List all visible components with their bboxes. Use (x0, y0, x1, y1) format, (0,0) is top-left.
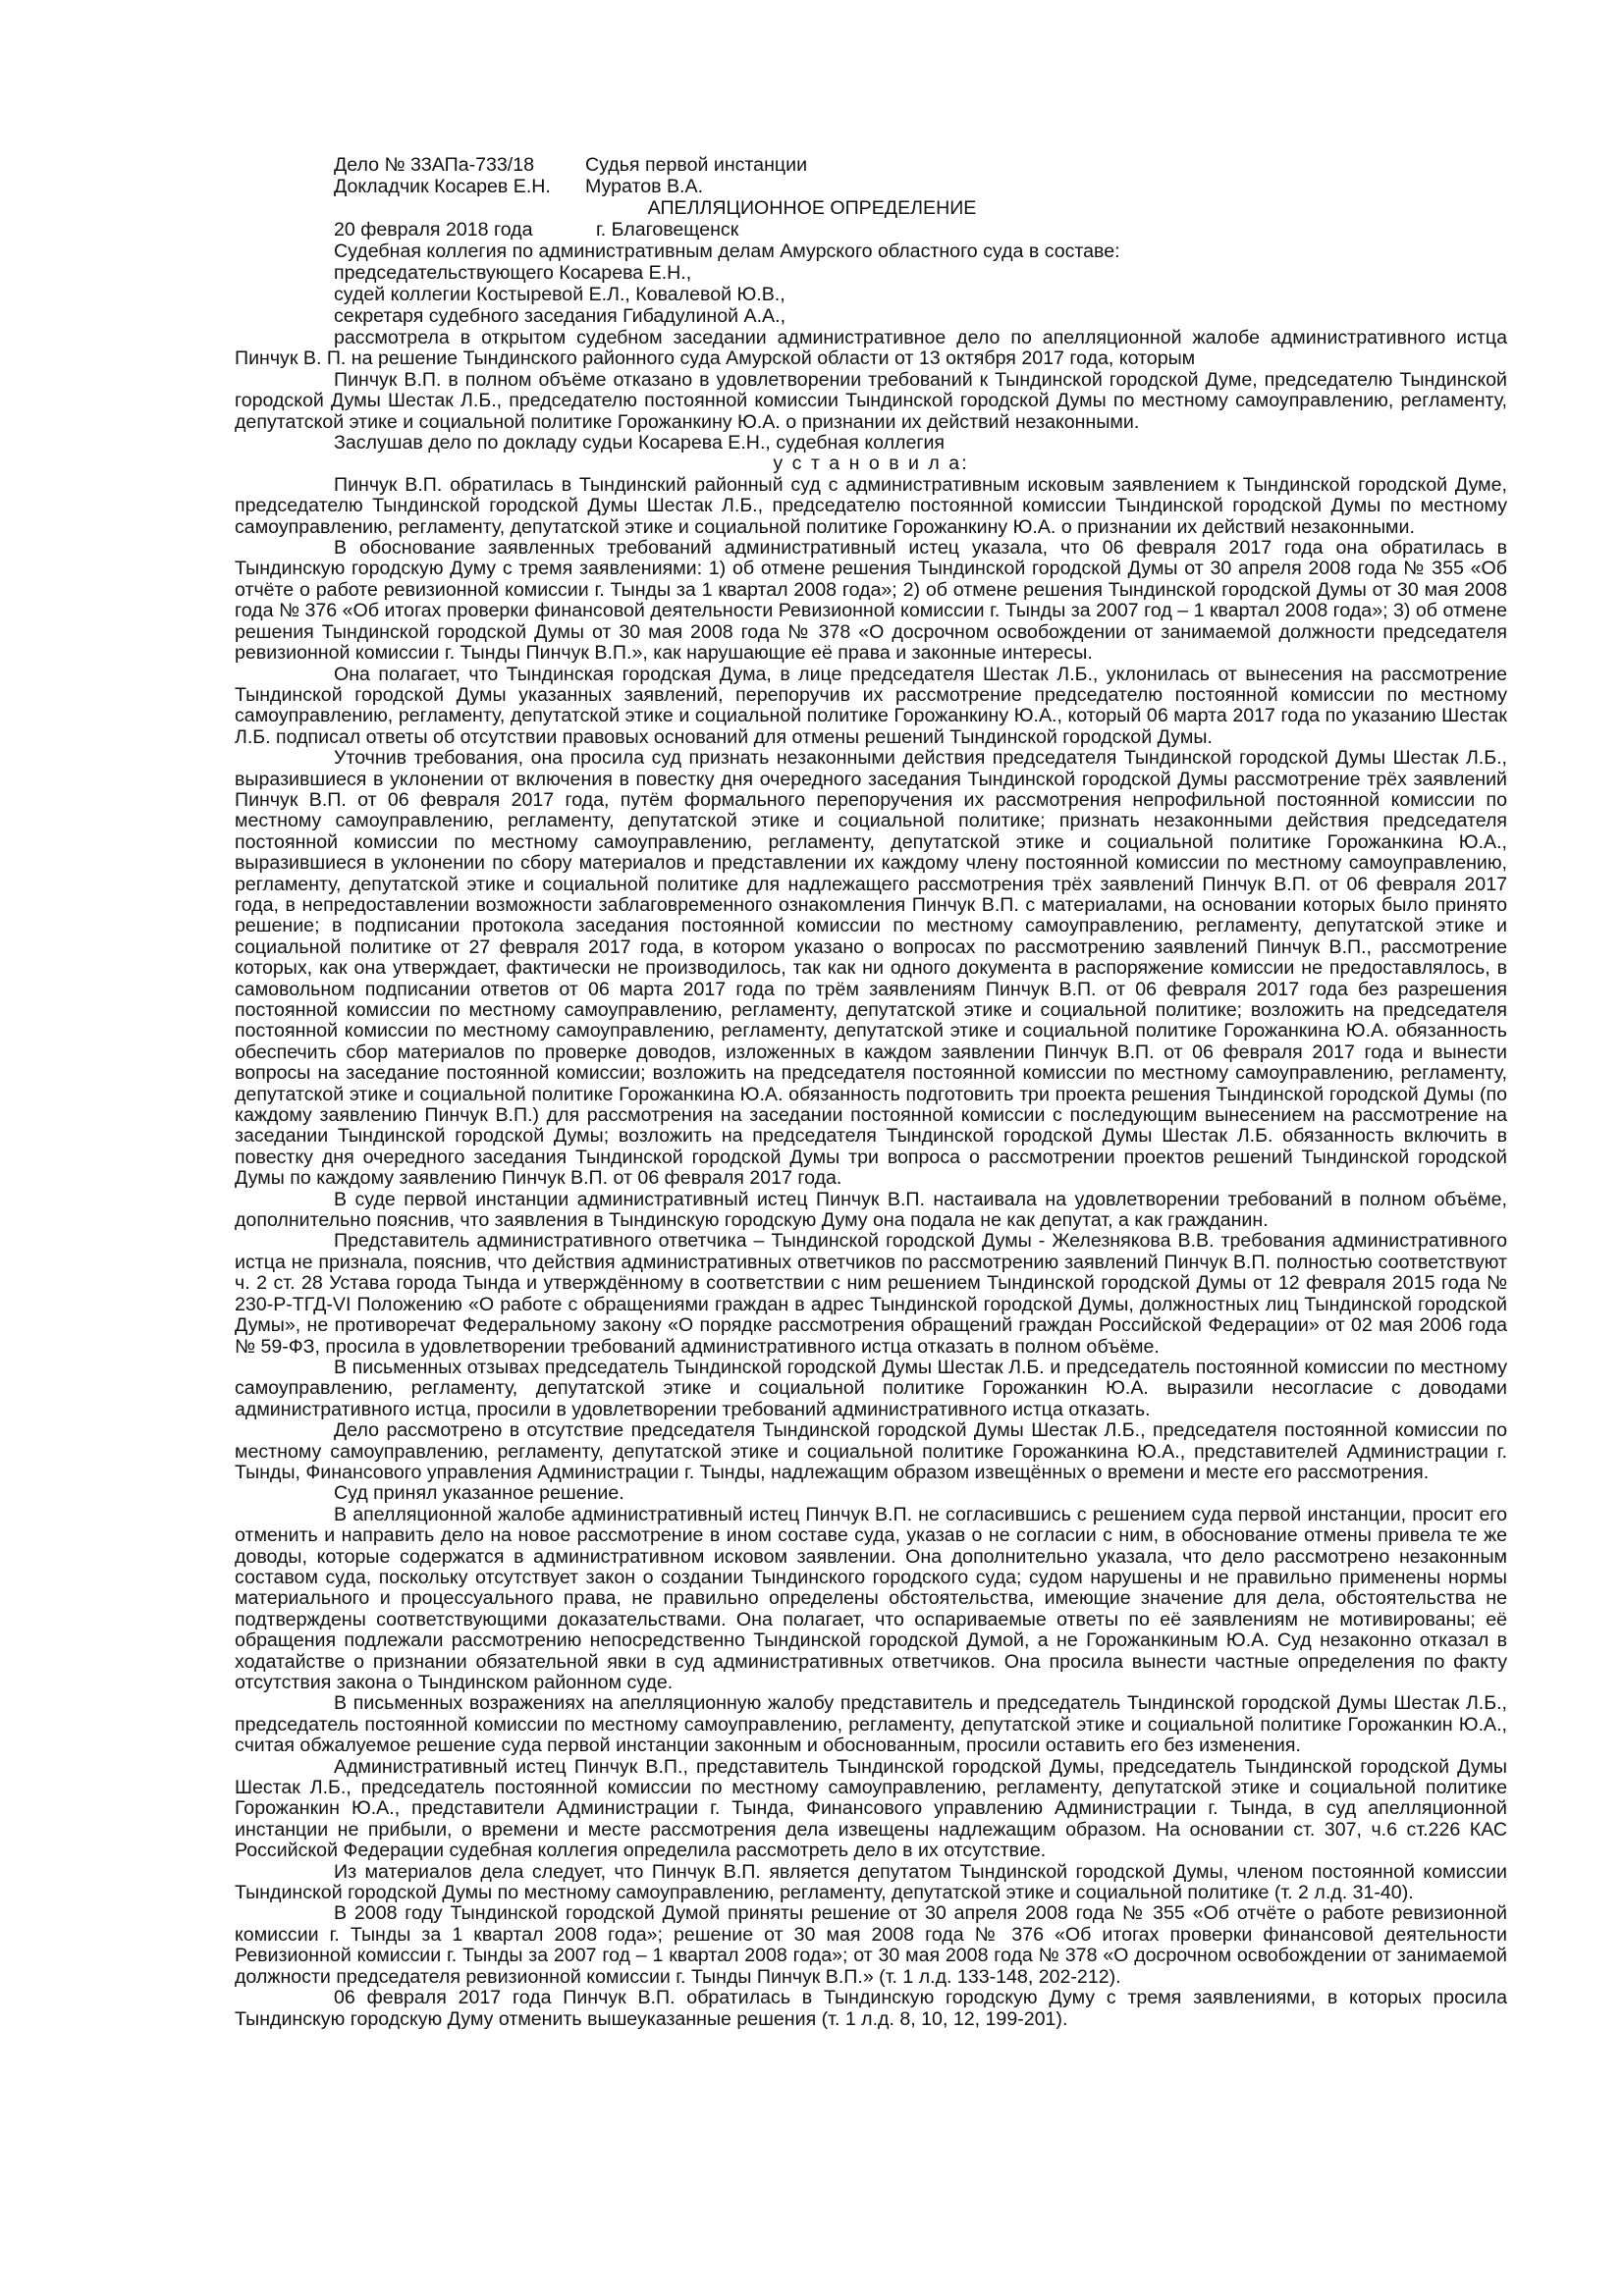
paragraph: Административный истец Пинчук В.П., представитель Тындинской городской Думы, председатель Тындинской городской Думы Шестак Л.Б., председатель постоянной комиссии по местному самоуправлению, регламенту, депутатской этике и социальной политике Горожанкин Ю.А., представители Администрации г. Тында, Финансового управлению Администрации г. Тында, в суд апелляционной инстанции не прибыли, о времени и месте рассмотрения дела извещены надлежащим образом. На основании ст. 307, ч.6 ст.226 КАС Российской Федерации судебная коллегия определила рассмотреть дело в их отсутствие. (235, 1755, 1507, 1862)
document-date: 20 февраля 2018 года (334, 219, 533, 240)
paragraph: В обоснование заявленных требований административный истец указала, что 06 февраля 2017 года она обратилась в Тындинскую городскую Думу с тремя заявлениями: 1) об отмене решения Тындинской городской Думы от 30 апреля 2008 года № 355 «Об отчёте о работе ревизионной комиссии г. Тынды за 1 квартал 2008 года»; 2) об отмене решения Тындинской городской Думы от 30 мая 2008 года № 376 «Об итогах проверки финансовой деятельности Ревизионной комиссии г. Тынды за 2007 год – 1 квартал 2008 года»; 3) об отмене решения Тындинской городской Думы от 30 мая 2008 года № 378 «О досрочном освобождении от занимаемой должности председателя ревизионной комиссии г. Тынды Пинчук В.П.», как нарушающие её права и законные интересы. (235, 537, 1507, 665)
reporter-judge: Докладчик Косарев Е.Н. (334, 176, 551, 197)
paragraph: Она полагает, что Тындинская городская Дума, в лице председателя Шестак Л.Б., уклонилась от вынесения на рассмотрение Тындинской городской Думы указанных заявлений, перепоручив их рассмотрение председателю постоянной комиссии по местному самоуправлению, регламенту, депутатской этике и социальной политике Горожанкину Ю.А., который 06 марта 2017 года по указанию Шестак Л.Б. подписал ответы об отсутствии правовых оснований для отмены решений Тындинской городской Думы. (235, 663, 1507, 748)
composition-intro: Судебная коллегия по административным делам Амурского областного суда в составе: (334, 240, 1120, 262)
first-instance-judge-name: Муратов В.А. (585, 176, 704, 197)
composition-secretary: секретаря судебного заседания Гибадулиной А.А., (334, 305, 786, 327)
paragraph: рассмотрела в открытом судебном заседании административное дело по апелляционной жалобе административного истца Пинчук В. П. на решение Тындинского районного суда Амурской области от 13 октября 2017 года, которым (235, 327, 1507, 370)
paragraph: Пинчук В.П. в полном объёме отказано в удовлетворении требований к Тындинской городской Думе, председателю Тындинской городской Думы Шестак Л.Б., председателю постоянной комиссии Тындинской городской Думы по местному самоуправлению, регламенту, депутатской этике и социальной политике Горожанкину Ю.А. о признании их действий незаконными. (235, 368, 1507, 433)
paragraph: В письменных отзывах председатель Тындинской городской Думы Шестак Л.Б. и председатель постоянной комиссии по местному самоуправлению, регламенту, депутатской этике и социальной политике Горожанкин Ю.А. выразили несогласие с доводами административного истца, просили в удовлетворении требований административного истца отказать. (235, 1356, 1507, 1420)
composition-judges: судей коллегии Костыревой Е.Л., Ковалевой Ю.В., (334, 284, 785, 305)
paragraph: Представитель административного ответчика – Тындинской городской Думы - Железнякова В.В. требования административного истца не признала, пояснив, что действия административных ответчиков по рассмотрению заявлений Пинчук В.П. полностью соответствуют ч. 2 ст. 28 Устава города Тында и утверждённому в соответствии с ним решением Тындинской городской Думы от 12 февраля 2015 года № 230-Р-ТГД-VI Положению «О работе с обращениями граждан в адрес Тындинской городской Думы, должностных лиц Тындинской городской Думы», не противоречат Федеральному закону «О порядке рассмотрения обращений граждан Российской Федерации» от 02 мая 2006 года № 59-ФЗ, просила в удовлетворении требований административного истца отказать в полном объёме. (235, 1230, 1507, 1358)
paragraph: Из материалов дела следует, что Пинчук В.П. является депутатом Тындинской городской Думы, членом постоянной комиссии Тындинской городской Думы по местному самоуправлению, регламенту, депутатской этике и социальной политике (т. 2 л.д. 31-40). (235, 1860, 1507, 1904)
paragraph: Пинчук В.П. обратилась в Тындинский районный суд с административным исковым заявлением к Тындинской городской Думе, председателю Тындинской городской Думы Шестак Л.Б., председателю постоянной комиссии Тындинской городской Думы по местному самоуправлению, регламенту, депутатской этике и социальной политике Горожанкину Ю.А. о признании их действий незаконными. (235, 473, 1507, 538)
paragraph: В 2008 году Тындинской городской Думой приняты решение от 30 апреля 2008 года № 355 «Об отчёте о работе ревизионной комиссии г. Тынды за 1 квартал 2008 года»; решение от 30 мая 2008 года № 376 «Об итогах проверки финансовой деятельности Ревизионной комиссии г. Тынды за 2007 год – 1 квартал 2008 года»; от 30 мая 2008 года № 378 «О досрочном освобождении от занимаемой должности председателя ревизионной комиссии г. Тынды Пинчук В.П.» (т. 1 л.д. 133-148, 202-212). (235, 1902, 1507, 1988)
paragraph: Заслушав дело по докладу судьи Косарева Е.Н., судебная коллегия (334, 432, 946, 454)
paragraph: В апелляционной жалобе административный истец Пинчук В.П. не согласившись с решением суда первой инстанции, просит его отменить и направить дело на новое рассмотрение в ином составе суда, указав о не согласии с ним, в обоснование отмены привела те же доводы, которые содержатся в административном исковом заявлении. Она дополнительно указала, что дело рассмотрено незаконным составом суда, поскольку отсутствует закон о создании Тындинского городского суда; судом нарушены и не правильно применены нормы материального и процессуального права, не правильно определены обстоятельства, имеющие значение для дела, обстоятельства не подтверждены соответствующими доказательствами. Она полагает, что оспариваемые ответы по её заявлениям не мотивированы; её обращения подлежали рассмотрению непосредственно Тындинской городской Думой, а не Горожанкиным Ю.А. Суд незаконно отказал в ходатайстве о признании обязательной явки в суд административных ответчиков. Она просила вынести частные определения по факту отсутствия закона о Тындинском районном суде. (235, 1503, 1507, 1693)
paragraph: 06 февраля 2017 года Пинчук В.П. обратилась в Тындинскую городскую Думу с тремя заявлениями, в которых просила Тындинскую городскую Думу отменить вышеуказанные решения (т. 1 л.д. 8, 10, 12, 199-201). (235, 1987, 1507, 2030)
paragraph: Суд принял указанное решение. (334, 1482, 624, 1505)
paragraph: В суде первой инстанции административный истец Пинчук В.П. настаивала на удовлетворении требований в полном объёме, дополнительно пояснив, что заявления в Тындинскую городскую Думу она подала не как депутат, а как гражданин. (235, 1188, 1507, 1232)
document-title: АПЕЛЛЯЦИОННОЕ ОПРЕДЕЛЕНИЕ (647, 197, 977, 219)
document-body (235, 328, 1507, 2030)
document-city: г. Благовещенск (596, 219, 739, 240)
composition-chair: председательствующего Косарева Е.Н., (334, 262, 692, 284)
paragraph: Дело рассмотрено в отсутствие председателя Тындинской городской Думы Шестак Л.Б., председателя постоянной комиссии по местному самоуправлению, регламенту, депутатской этике и социальной политике Горожанкина Ю.А., представителей Администрации г. Тынды, Финансового управления Администрации г. Тынды, надлежащим образом извещённых о времени и месте его рассмотрения. (235, 1419, 1507, 1483)
paragraph: Уточнив требования, она просила суд признать незаконными действия председателя Тындинской городской Думы Шестак Л.Б., выразившиеся в уклонении от включения в повестку дня очередного заседания Тындинской городской Думы рассмотрение трёх заявлений Пинчук В.П. от 06 февраля 2017 года, путём формального перепоручения их рассмотрения непрофильной постоянной комиссии по местному самоуправлению, регламенту, депутатской этике и социальной политике; признать незаконными действия председателя постоянной комиссии по местному самоуправлению, регламенту, депутатской этике и социальной политике Горожанкина Ю.А., выразившиеся в уклонении по сбору материалов и представлении их каждому члену постоянной комиссии по местному самоуправлению, регламенту, депутатской этике и социальной политике для надлежащего рассмотрения трёх заявлений Пинчук В.П. от 06 февраля 2017 года, в непредоставлении возможности заблаговременного ознакомления Пинчук В.П. с материалами, на основании которых было принято решение; в подписании протокола заседания постоянной комиссии по местному самоуправлению, регламенту, депутатской этике и социальной политике от 27 февраля 2017 года, в котором указано о вопросах по рассмотрению заявлений Пинчук В.П., рассмотрение которых, как она утверждает, фактически не производилось, так как ни одного документа в распоряжение комиссии не предоставлялось, в самовольном подписании ответов от 06 марта 2017 года по трём заявлениям Пинчук В.П. от 06 февраля 2017 года без разрешения постоянной комиссии по местному самоуправлению, регламенту, депутатской этике и социальной политике; возложить на председателя постоянной комиссии по местному самоуправлению, регламенту, депутатской этике и социальной политике Горожанкина Ю.А. обязанность обеспечить сбор материалов по проверке доводов, изложенных в каждом заявлении Пинчук В.П. от 06 февраля 2017 года и вынести вопросы на заседание постоянной комиссии; возложить на председателя постоянной комиссии по местному самоуправлению, регламенту, депутатской этике и социальной политике Горожанкина Ю.А. обязанность подготовить три проекта решения Тындинской городской Думы (по каждому заявлению Пинчук В.П.) для рассмотрения на заседании постоянной комиссии с последующим вынесением на рассмотрение на заседании Тындинской городской Думы; возложить на председателя Тындинской городской Думы Шестак Л.Б. обязанность включить в повестку дня очередного заседания Тындинской городской Думы три вопроса о рассмотрении проектов решений Тындинской городской Думы по каждому заявлению Пинчук В.П. от 06 февраля 2017 года. (235, 747, 1507, 1190)
established-heading: у с т а н о в и л а: (773, 453, 969, 475)
case-number: Дело № 33АПа-733/18 (334, 154, 535, 176)
first-instance-judge-label: Судья первой инстанции (585, 154, 808, 176)
paragraph: В письменных возражениях на апелляционную жалобу представитель и председатель Тындинской городской Думы Шестак Л.Б., председатель постоянной комиссии по местному самоуправлению, регламенту, депутатской этике и социальной политике Горожанкин Ю.А., считая обжалуемое решение суда первой инстанции законным и обоснованным, просили оставить его без изменения. (235, 1692, 1507, 1757)
